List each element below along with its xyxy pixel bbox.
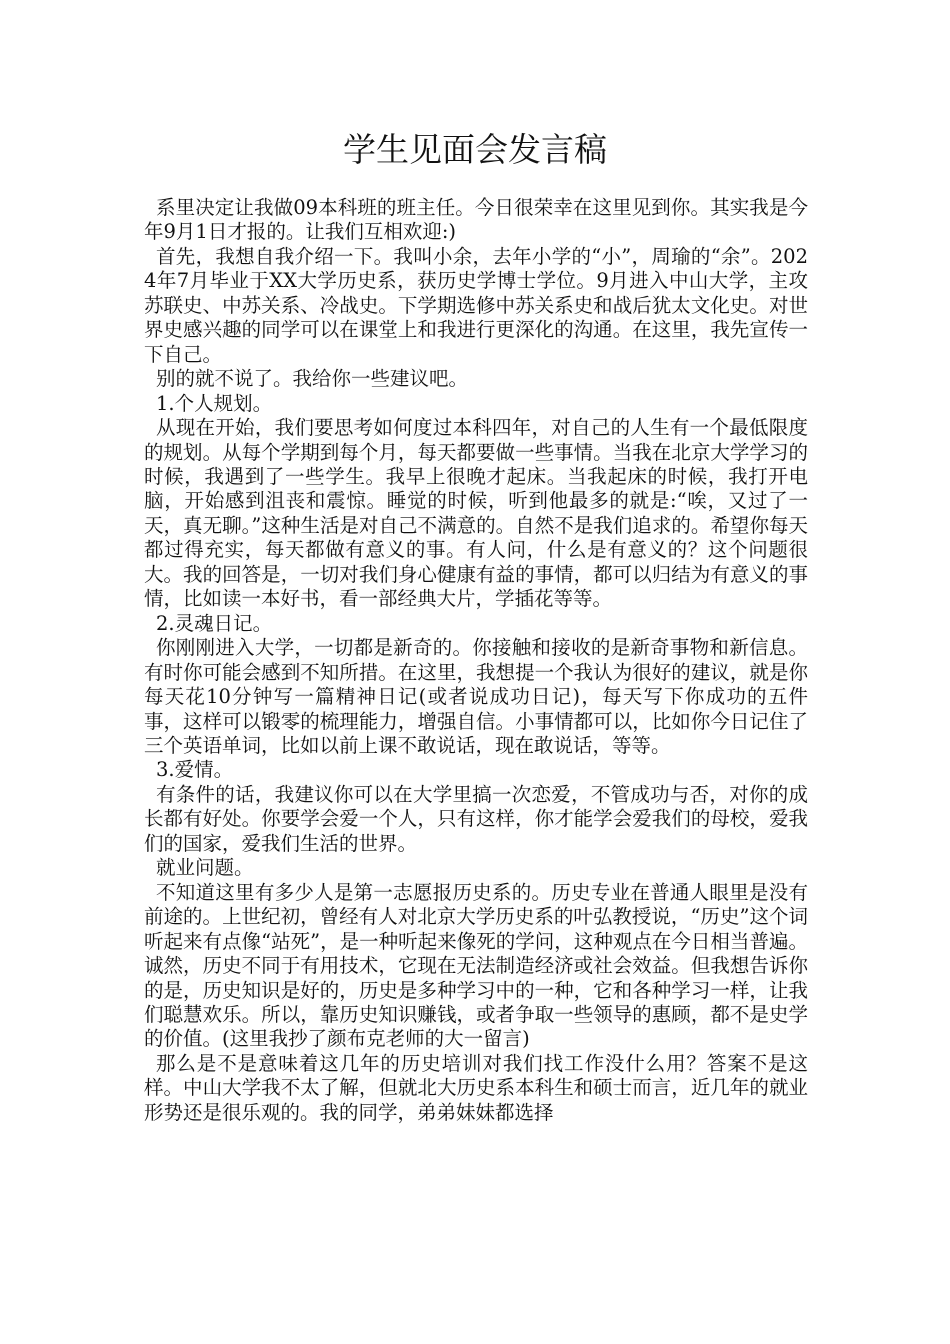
paragraph-soul-diary: 你刚刚进入大学，一切都是新奇的。你接触和接收的是新奇事物和新信息。有时你可能会感到不知所措。在这里，我想提一个我认为很好的建议，就是你每天花10分钟写一篇精神日记(或者说成功日记)，每天写下你成功的五件事，这样可以锻零的梳理能力，增强自信。小事情都可以，比如你今日记住了三个英语单词，比如以前上课不敢说话，现在敢说话，等等。 (144, 636, 808, 757)
paragraph-self-introduction: 首先，我想自我介绍一下。我叫小余，去年小学的“小”，周瑜的“余”。2024年7月毕业于XX大学历史系，获历史学博士学位。9月进入中山大学，主攻苏联史、中苏关系、冷战史。下学期选修中苏关系史和战后犹太文化史。对世界史感兴趣的同学可以在课堂上和我进行更深化的沟通。在这里，我先宣传一下自己。 (144, 244, 808, 366)
paragraph-love: 有条件的话，我建议你可以在大学里搞一次恋爱，不管成功与否，对你的成长都有好处。你要学会爱一个人，只有这样，你才能学会爱我们的母校，爱我们的国家，爱我们生活的世界。 (144, 782, 808, 855)
paragraph-employment-outlook: 那么是不是意味着这几年的历史培训对我们找工作没什么用？答案不是这样。中山大学我不太了解，但就北大历史系本科生和硕士而言，近几年的就业形势还是很乐观的。我的同学，弟弟妹妹都选择 (144, 1051, 808, 1124)
paragraph-intro: 系里决定让我做09本科班的班主任。今日很荣幸在这里见到你。其实我是今年9月1日才报的。让我们互相欢迎:) (144, 196, 808, 244)
paragraph-transition: 别的就不说了。我给你一些建议吧。 (156, 367, 469, 391)
section-heading-personal-planning: 1.个人规划。 (156, 391, 273, 415)
document-body (144, 196, 808, 1125)
section-heading-employment: 就业问题。 (156, 856, 254, 880)
document-title: 学生见面会发言稿 (343, 130, 607, 169)
section-heading-soul-diary: 2.灵魂日记。 (156, 611, 273, 635)
paragraph-history-major: 不知道这里有多少人是第一志愿报历史系的。历史专业在普通人眼里是没有前途的。上世纪初，曾经有人对北京大学历史系的叶弘教授说，“历史”这个词听起来有点像“站死”，是一种听起来像死的学问，这种观点在今日相当普遍。诚然，历史不同于有用技术，它现在无法制造经济或社会效益。但我想告诉你的是，历史知识是好的，历史是多种学习中的一种，它和各种学习一样，让我们聪慧欢乐。所以，靠历史知识赚钱，或者争取一些领导的惠顾，都不是史学的价值。(这里我抄了颜布克老师的大一留言) (144, 880, 808, 1051)
section-heading-love: 3.爱情。 (156, 758, 234, 782)
paragraph-personal-planning: 从现在开始，我们要思考如何度过本科四年，对自己的人生有一个最低限度的规划。从每个学期到每个月，每天都要做一些事情。当我在北京大学学习的时候，我遇到了一些学生。我早上很晚才起床。当我起床的时候，我打开电脑，开始感到沮丧和震惊。睡觉的时候，听到他最多的就是:“唉，又过了一天，真无聊。”这种生活是对自己不满意的。自然不是我们追求的。希望你每天都过得充实，每天都做有意义的事。有人问，什么是有意义的？这个问题很大。我的回答是，一切对我们身心健康有益的事情，都可以归结为有意义的事情，比如读一本好书，看一部经典大片，学插花等等。 (144, 416, 808, 611)
